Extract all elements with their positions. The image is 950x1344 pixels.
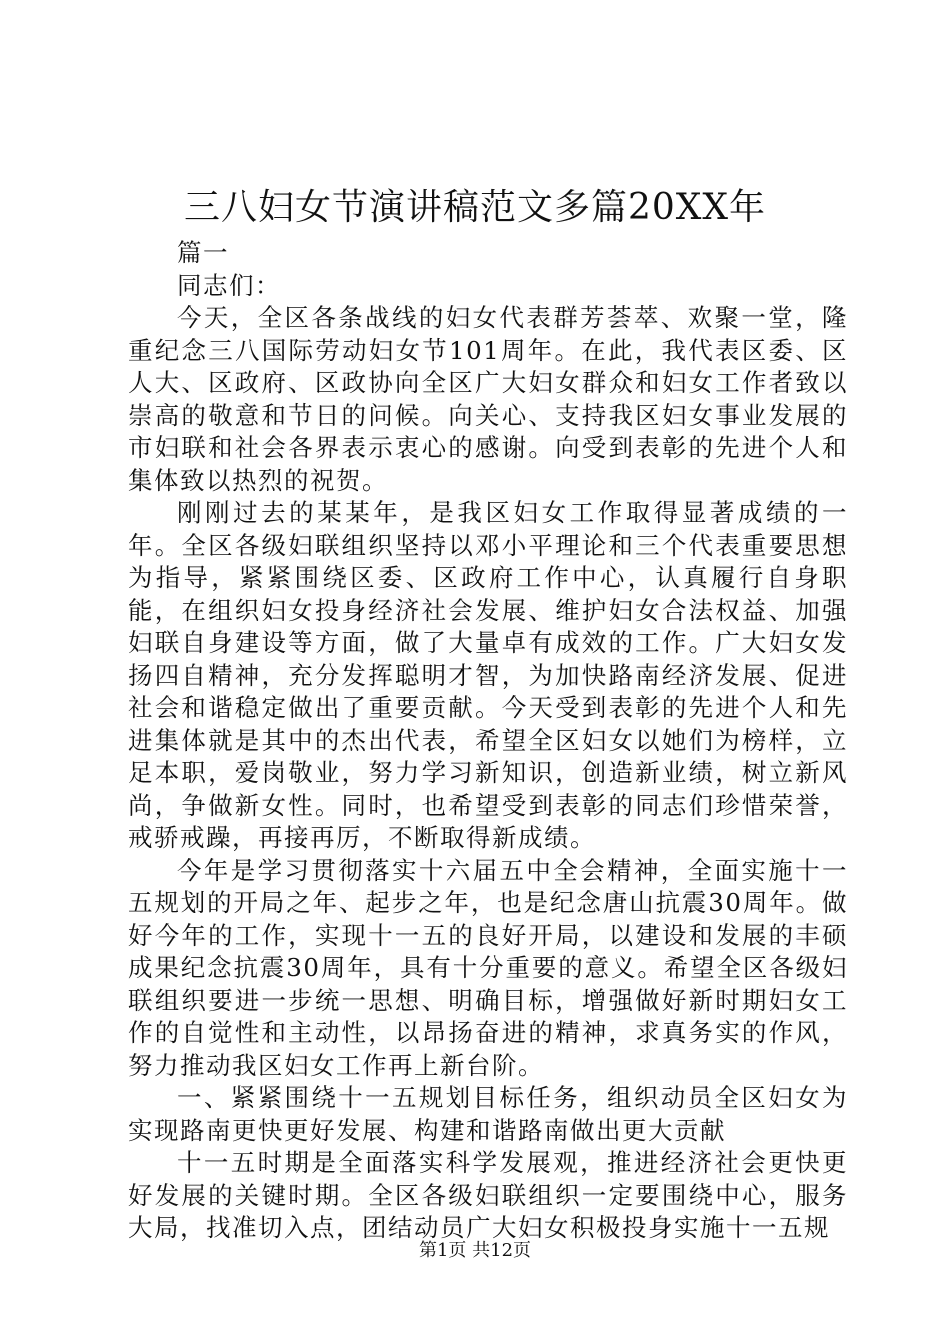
paragraph: 十一五时期是全面落实科学发展观，推进经济社会更快更好发展的关键时期。全区各级妇联组织一定要围绕中心，服务大局，找准切入点，团结动员广大妇女积极投身实施十一五规 [128, 1148, 848, 1242]
section-heading: 篇一 [177, 238, 229, 267]
document-body [128, 237, 848, 1245]
document-title: 三八妇女节演讲稿范文多篇20XX年 [183, 187, 767, 228]
subsection-heading: 一、紧紧围绕十一五规划目标任务，组织动员全区妇女为实现路南更快更好发展、构建和谐路南做出更大贡献 [128, 1083, 848, 1145]
page-number: 第1页 共12页 [418, 1240, 532, 1261]
salutation: 同志们： [177, 270, 281, 300]
paragraph: 今年是学习贯彻落实十六届五中全会精神，全面实施十一五规划的开局之年、起步之年，也是纪念唐山抗震30周年。做好今年的工作，实现十一五的良好开局，以建设和发展的丰硕成果纪念抗震30周年，具有十分重要的意义。希望全区各级妇联组织要进一步统一思想、明确目标，增强做好新时期妇女工作的自觉性和主动性，以昂扬奋进的精神，求真务实的作风，努力推动我区妇女工作再上新台阶。 [128, 855, 848, 1080]
paragraph: 刚刚过去的某某年，是我区妇女工作取得显著成绩的一年。全区各级妇联组织坚持以邓小平理论和三个代表重要思想为指导，紧紧围绕区委、区政府工作中心，认真履行自身职能，在组织妇女投身经济社会发展、维护妇女合法权益、加强妇联自身建设等方面，做了大量卓有成效的工作。广大妇女发扬四自精神，充分发挥聪明才智，为加快路南经济发展、促进社会和谐稳定做出了重要贡献。今天受到表彰的先进个人和先进集体就是其中的杰出代表，希望全区妇女以她们为榜样，立足本职，爱岗敬业，努力学习新知识，创造新业绩，树立新风尚，争做新女性。同时，也希望受到表彰的同志们珍惜荣誉，戒骄戒躁，再接再厉，不断取得新成绩。 [128, 498, 848, 852]
paragraph: 今天，全区各条战线的妇女代表群芳荟萃、欢聚一堂，隆重纪念三八国际劳动妇女节101周年。在此，我代表区委、区人大、区政府、区政协向全区广大妇女群众和妇女工作者致以崇高的敬意和节日的问候。向关心、支持我区妇女事业发展的市妇联和社会各界表示衷心的感谢。向受到表彰的先进个人和集体致以热烈的祝贺。 [128, 303, 848, 495]
